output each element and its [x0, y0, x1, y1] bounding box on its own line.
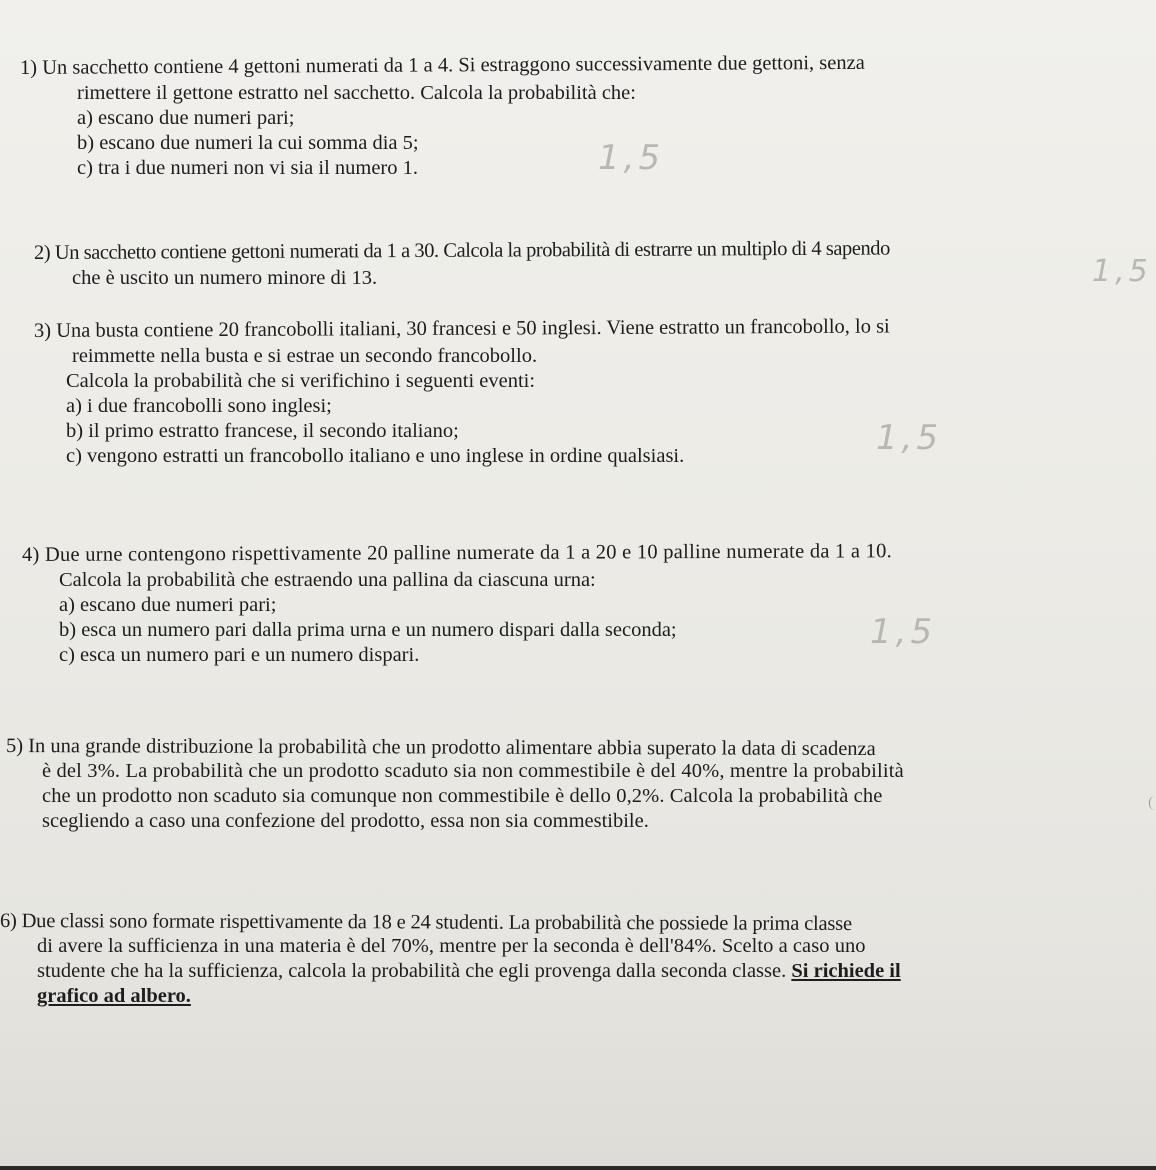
handwritten-score: 1,5: [876, 418, 943, 458]
exercise-4-line: c) esca un numero pari e un numero dispari.: [59, 644, 420, 666]
exercise-4-line: a) escano due numeri pari;: [59, 594, 277, 616]
exercise-2-line: 2) Un sacchetto contiene gettoni numerati da 1 a 30. Calcola la probabilità di estrarre un multiplo di 4 sapendo: [33, 237, 890, 264]
exercise-6-line: di avere la sufficienza in una materia è del 70%, mentre per la seconda è dell'84%. Scelto a caso uno: [37, 935, 866, 957]
exercise-1-line: b) escano due numeri la cui somma dia 5;: [77, 132, 419, 154]
handwritten-score: 1,5: [598, 138, 665, 178]
exercise-3-line: b) il primo estratto francese, il secondo italiano;: [66, 420, 459, 442]
exercise-1: [19, 51, 865, 181]
exercise-2: [33, 237, 890, 291]
exercise-4: [21, 540, 893, 668]
exercise-5-line: 5) In una grande distribuzione la probabilità che un prodotto alimentare abbia superato la data di scadenza: [5, 735, 876, 761]
exercise-6-text: studente che ha la sufficienza, calcola la probabilità che egli provenga dalla seconda classe.: [37, 960, 787, 982]
exercise-4-line: Calcola la probabilità che estraendo una pallina da ciascuna urna:: [59, 569, 596, 591]
tree-diagram-note: grafico ad albero.: [37, 985, 191, 1007]
exercise-4-line: b) esca un numero pari dalla prima urna e un numero dispari dalla seconda;: [59, 619, 677, 641]
exercise-3-line: Calcola la probabilità che si verifichino i seguenti eventi:: [66, 370, 536, 392]
exercise-6-line: [0, 959, 901, 984]
exercise-6-line: [0, 984, 901, 1009]
exercise-3-line: 3) Una busta contiene 20 francobolli italiani, 30 francesi e 50 inglesi. Viene estratto un francobollo, lo si: [33, 315, 890, 342]
exercise-4-line: 4) Due urne contengono rispettivamente 20 palline numerate da 1 a 20 e 10 palline numerate da 1 a 10.: [21, 540, 893, 566]
exercise-1-line: rimettere il gettone estratto nel sacchetto. Calcola la probabilità che:: [77, 82, 636, 104]
page-edge: [0, 1166, 1156, 1170]
exercise-6-line: 6) Due classi sono formate rispettivamente da 18 e 24 studenti. La probabilità che possiede la prima classe: [0, 910, 852, 935]
exercise-5-line: che un prodotto non scaduto sia comunque non commestibile è dello 0,2%. Calcola la probabilità che: [42, 785, 883, 807]
exercise-1-line: a) escano due numeri pari;: [77, 107, 295, 129]
exercise-6: [0, 909, 901, 1009]
page-edge-mark: [1149, 796, 1156, 810]
exercise-3-line: a) i due francobolli sono inglesi;: [66, 395, 332, 417]
exercise-3-line: reimmette nella busta e si estrae un secondo francobollo.: [72, 345, 538, 367]
exercise-5-line: è del 3%. La probabilità che un prodotto scaduto sia non commestibile è del 40%, mentre la probabilità: [42, 760, 904, 782]
exercise-5-line: scegliendo a caso una confezione del prodotto, essa non sia commestibile.: [42, 810, 649, 832]
exercise-1-line: 1) Un sacchetto contiene 4 gettoni numerati da 1 a 4. Si estraggono successivamente due gettoni, senza: [19, 51, 865, 79]
exercise-3: [33, 315, 890, 469]
handwritten-score: 1,5: [870, 612, 937, 652]
exercise-3-line: c) vengono estratti un francobollo italiano e uno inglese in ordine qualsiasi.: [66, 445, 685, 467]
exercise-1-line: c) tra i due numeri non vi sia il numero 1.: [77, 157, 419, 179]
exercise-5: [6, 734, 904, 834]
tree-diagram-note: Si richiede il: [791, 960, 901, 982]
exercise-2-line: che è uscito un numero minore di 13.: [72, 267, 378, 289]
handwritten-score: 1,5: [1092, 254, 1152, 289]
